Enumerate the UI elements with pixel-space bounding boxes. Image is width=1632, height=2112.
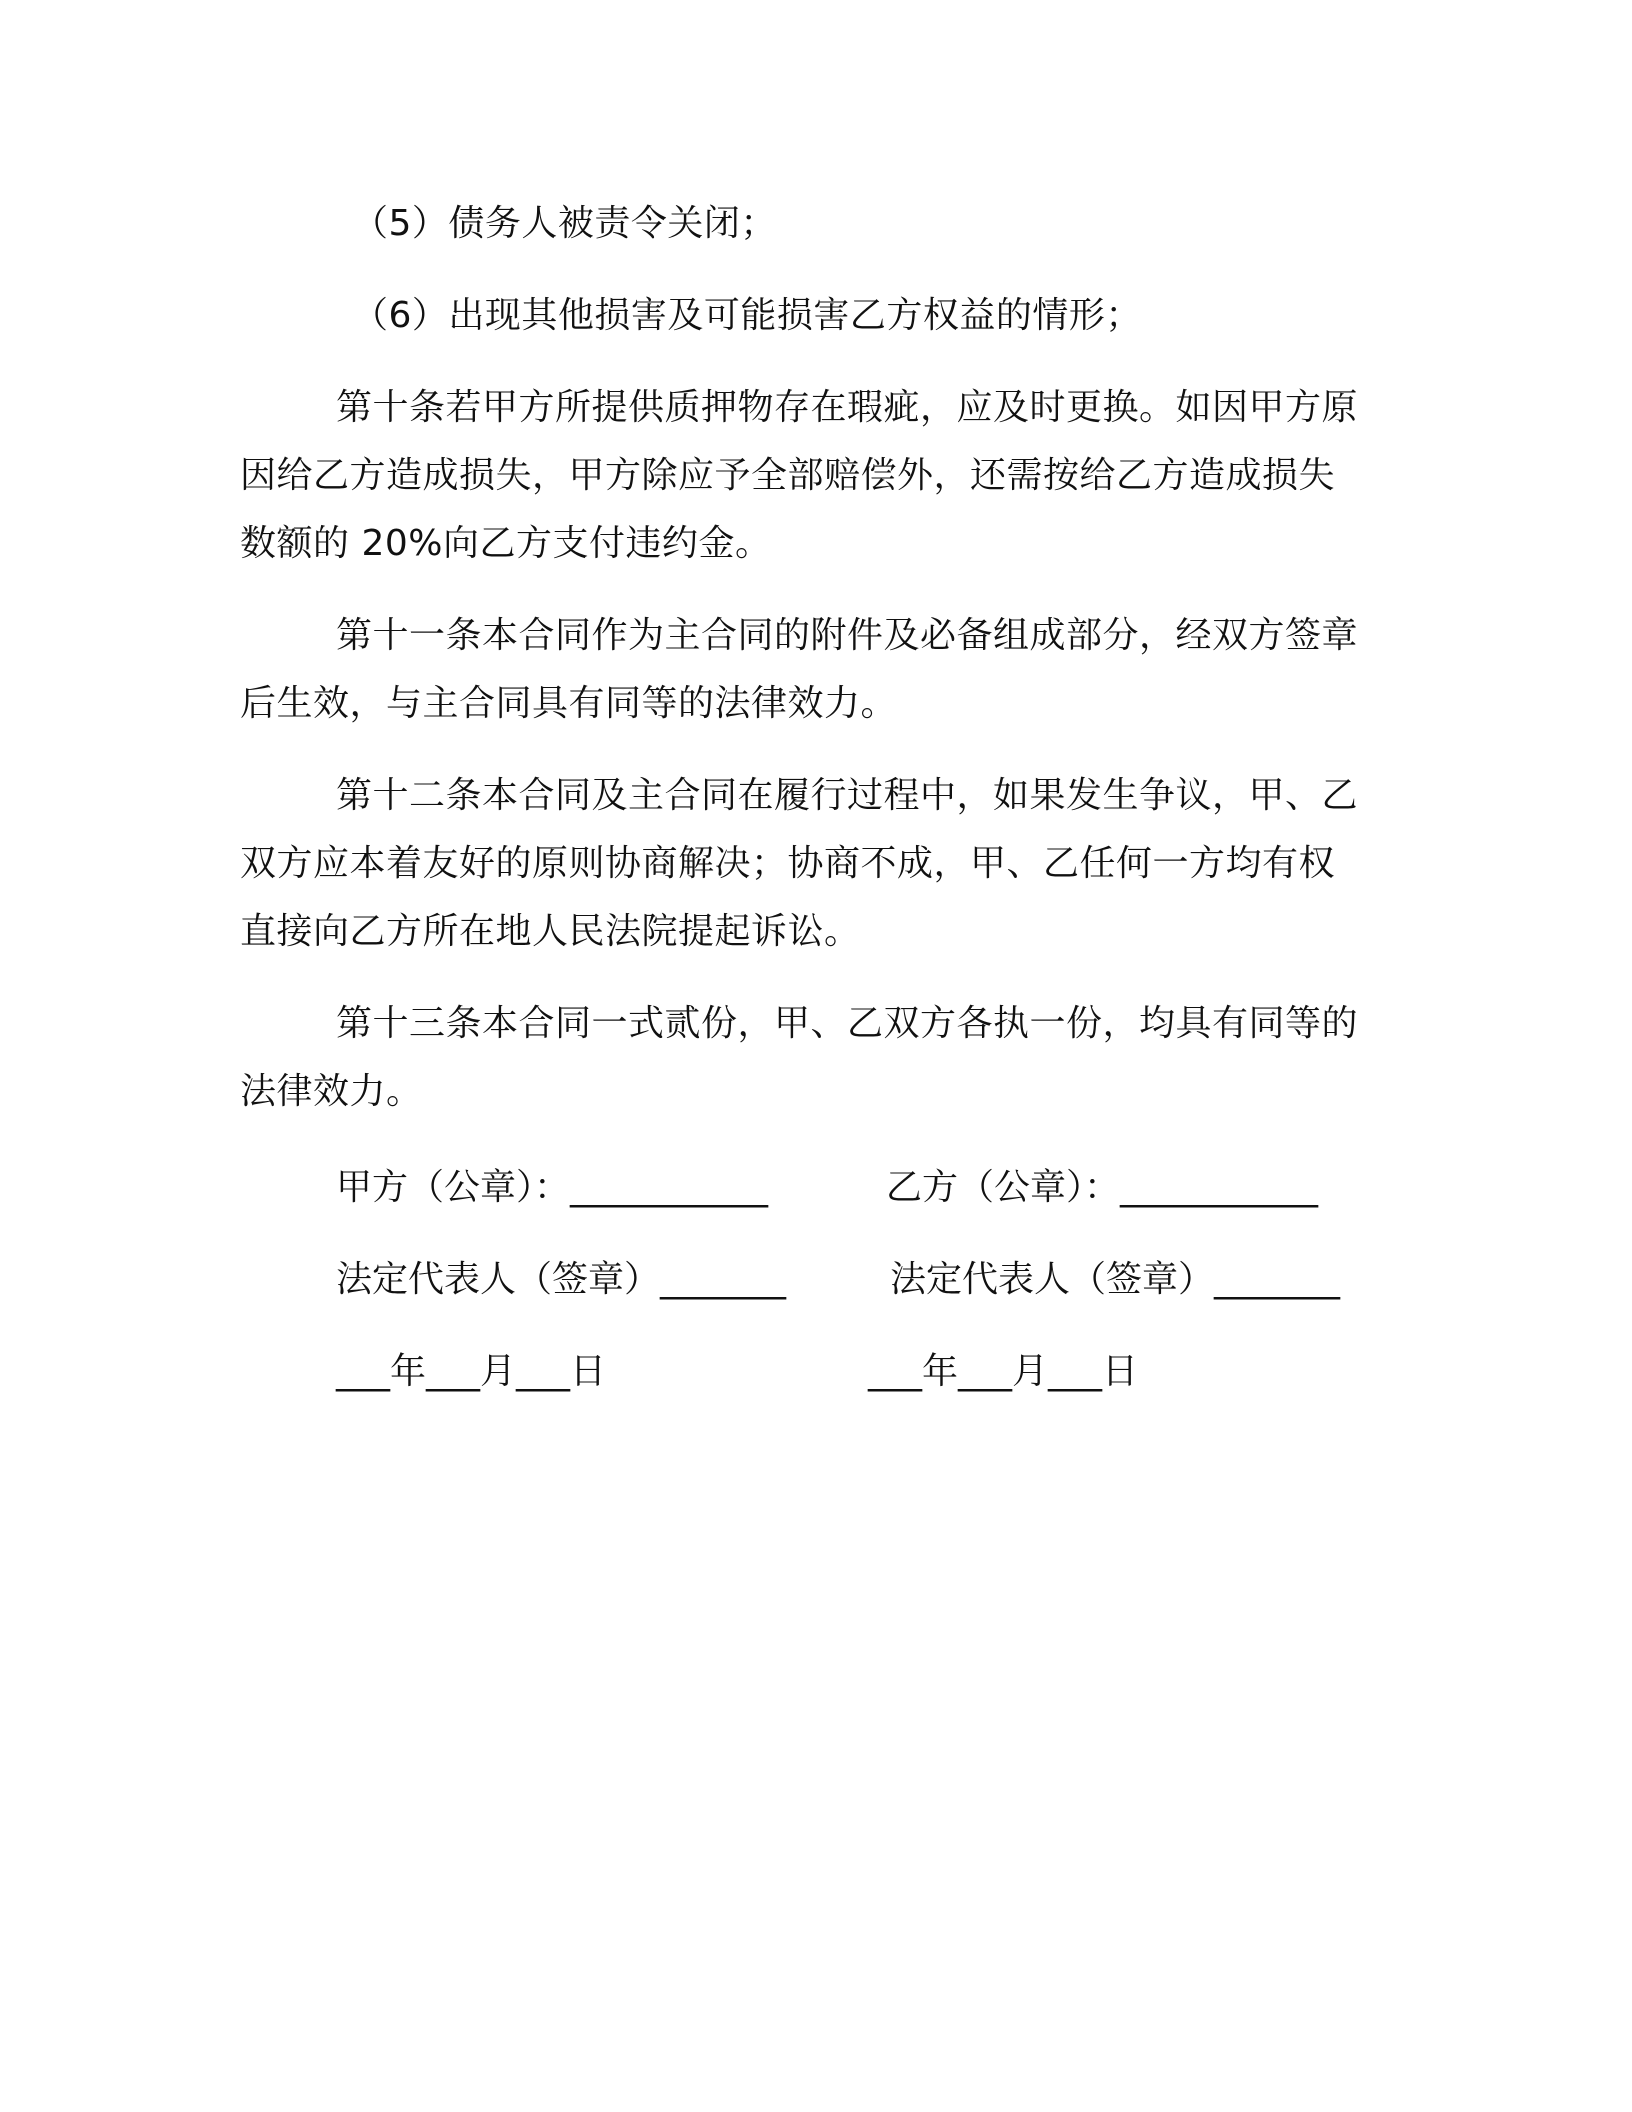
signature-block [240,1154,1390,1430]
paragraph-line: 数额的 20%向乙方支付违约金。 [240,523,772,564]
article-10-paragraph [240,374,1390,578]
party-b-seal-field: 乙方（公章）：___________ [886,1167,1319,1208]
party-b-representative-field: 法定代表人（签章）_______ [890,1259,1341,1300]
article-11-paragraph [240,602,1390,738]
paragraph-line: 第十条若甲方所提供质押物存在瑕疵，应及时更换。如因甲方原 [336,387,1359,428]
paragraph-line: 后生效，与主合同具有同等的法律效力。 [240,683,898,724]
date-row [240,1338,1390,1430]
party-a-representative-field: 法定代表人（签章）_______ [336,1259,787,1300]
seal-row [240,1154,1390,1246]
list-item-6: （6）出现其他损害及可能损害乙方权益的情形； [352,295,1142,336]
paragraph-line: 因给乙方造成损失，甲方除应予全部赔偿外，还需按给乙方造成损失 [240,455,1336,496]
paragraph-line: 第十三条本合同一式贰份，甲、乙双方各执一份，均具有同等的 [336,1003,1359,1044]
representative-row [240,1246,1390,1338]
party-a-seal-field: 甲方（公章）：___________ [336,1167,769,1208]
party-b-date-field: ___年___月___日 [868,1351,1139,1392]
paragraph-line: 法律效力。 [240,1071,423,1112]
paragraph-line: 双方应本着友好的原则协商解决；协商不成，甲、乙任何一方均有权 [240,843,1336,884]
list-item-5: （5）债务人被责令关闭； [352,203,777,244]
article-13-paragraph [240,990,1390,1126]
paragraph-line: 第十一条本合同作为主合同的附件及必备组成部分，经双方签章 [336,615,1359,656]
party-a-date-field: ___年___月___日 [336,1351,607,1392]
article-12-paragraph [240,762,1390,966]
paragraph-line: 直接向乙方所在地人民法院提起诉讼。 [240,911,861,952]
document-body [240,190,1390,1430]
paragraph-line: 第十二条本合同及主合同在履行过程中，如果发生争议，甲、乙 [336,775,1359,816]
